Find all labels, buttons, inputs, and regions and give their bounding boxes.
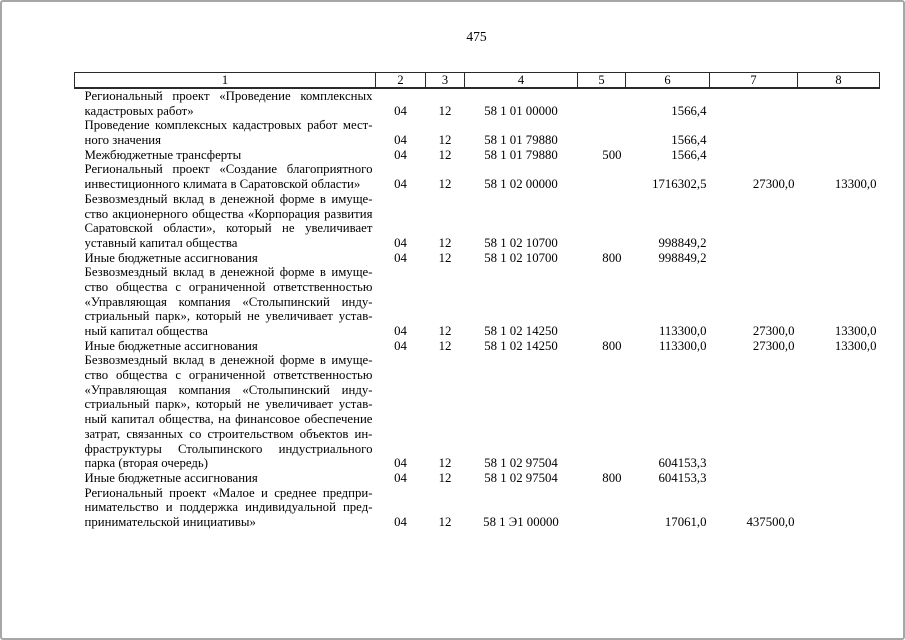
text-line: Региональный проект «Проведение комплексных xyxy=(84,89,373,103)
cell-col8: 13300,0 xyxy=(834,177,877,192)
cell-col4: 58 1 01 79880 xyxy=(484,133,558,148)
cell-col6: 1566,4 xyxy=(671,133,707,148)
text-line: ный капитал общества, на финансовое обеспечение xyxy=(84,412,373,427)
cell-name xyxy=(75,118,376,147)
cell-col2: 04 xyxy=(394,133,407,148)
cell-col8 xyxy=(798,486,880,530)
cell-col2: 04 xyxy=(394,177,407,192)
text-line: стриальный парк», который не увеличивает устав- xyxy=(84,397,373,412)
cell-col3: 12 xyxy=(438,147,452,162)
budget-table xyxy=(74,72,880,530)
cell-col7: 27300,0 xyxy=(752,324,795,339)
table-row xyxy=(75,339,880,354)
cell-col6: 1566,4 xyxy=(671,103,707,118)
cell-name xyxy=(75,148,376,163)
cell-col7: 27300,0 xyxy=(752,177,795,192)
table-row xyxy=(75,118,880,147)
cell-name xyxy=(75,251,376,266)
table-row xyxy=(75,471,880,486)
text-line: нимательство и поддержка индивидуальной пред- xyxy=(84,500,373,515)
text-line: стриальный парк», который не увеличивает устав- xyxy=(84,309,373,324)
cell-col7 xyxy=(710,118,798,147)
cell-col6: 1716302,5 xyxy=(652,177,707,192)
cell-col5: 800 xyxy=(602,250,622,265)
cell-col2: 04 xyxy=(394,514,407,529)
cell-col2: 04 xyxy=(394,456,407,471)
cell-col4: 58 1 01 79880 xyxy=(484,147,558,162)
cell-col7: 437500,0 xyxy=(746,514,795,529)
cell-col4: 58 1 02 97504 xyxy=(484,456,558,471)
cell-col7 xyxy=(710,192,798,251)
cell-col8: 13300,0 xyxy=(834,338,877,353)
cell-col5 xyxy=(578,88,626,118)
cell-col4: 58 1 02 14250 xyxy=(484,338,558,353)
text-line: парка (вторая очередь) xyxy=(84,456,209,471)
text-line: уставный капитал общества xyxy=(84,235,238,250)
text-line: Проведение комплексных кадастровых работ мест- xyxy=(84,118,373,133)
table-header-row xyxy=(75,73,880,89)
cell-name xyxy=(75,486,376,530)
cell-col2: 04 xyxy=(394,324,407,339)
cell-col6: 1566,4 xyxy=(671,147,707,162)
text-line: «Управляющая компания «Столыпинский инду- xyxy=(84,294,373,309)
cell-col3: 12 xyxy=(438,103,452,118)
column-header-6: 6 xyxy=(626,73,710,89)
cell-col4: 58 1 02 10700 xyxy=(484,235,558,250)
text-line: Региональный проект «Малое и среднее предпри- xyxy=(84,485,373,500)
cell-col5: 800 xyxy=(602,338,622,353)
cell-col8: 13300,0 xyxy=(834,324,877,339)
cell-col5 xyxy=(578,265,626,338)
cell-col5 xyxy=(578,192,626,251)
text-line: ство общества с ограниченной ответственностью xyxy=(84,279,373,294)
cell-col3: 12 xyxy=(438,456,452,471)
table-row xyxy=(75,353,880,471)
text-line: Иные бюджетные ассигнования xyxy=(84,250,258,265)
cell-col5 xyxy=(578,162,626,191)
cell-col2: 04 xyxy=(394,338,407,353)
cell-name xyxy=(75,88,376,118)
cell-col8 xyxy=(798,148,880,163)
cell-name xyxy=(75,265,376,338)
cell-col2: 04 xyxy=(394,103,407,118)
text-line: принимательской инициативы» xyxy=(84,515,256,529)
cell-col8 xyxy=(798,118,880,147)
cell-col3: 12 xyxy=(438,250,452,265)
cell-name xyxy=(75,192,376,251)
text-line: Иные бюджетные ассигнования xyxy=(84,338,258,353)
cell-col7: 27300,0 xyxy=(752,338,795,353)
cell-col8 xyxy=(798,192,880,251)
text-line: ный капитал общества xyxy=(84,324,208,339)
cell-col6: 17061,0 xyxy=(664,514,707,529)
text-line: Безвозмездный вклад в денежной форме в имуще- xyxy=(84,191,373,206)
column-header-3: 3 xyxy=(426,73,465,89)
text-line: Межбюджетные трансферты xyxy=(84,147,242,162)
text-line: Региональный проект «Создание благоприятного xyxy=(84,162,373,177)
cell-col7 xyxy=(710,148,798,163)
cell-col3: 12 xyxy=(438,177,452,192)
cell-col2: 04 xyxy=(394,470,407,485)
cell-col3: 12 xyxy=(438,133,452,148)
text-line: Иные бюджетные ассигнования xyxy=(84,470,258,485)
text-line: кадастровых работ» xyxy=(84,103,194,118)
cell-col7 xyxy=(710,471,798,486)
cell-col5 xyxy=(578,353,626,471)
cell-name xyxy=(75,162,376,191)
text-line: ство акционерного общества «Корпорация развития xyxy=(84,206,373,221)
cell-col6: 998849,2 xyxy=(658,235,707,250)
cell-col8 xyxy=(798,88,880,118)
text-line: инвестиционного климата в Саратовской области» xyxy=(84,177,361,192)
cell-col4: 58 1 02 00000 xyxy=(484,177,558,192)
cell-name xyxy=(75,353,376,471)
cell-col5 xyxy=(578,486,626,530)
page-number: 475 xyxy=(466,29,487,44)
cell-col2: 04 xyxy=(394,147,407,162)
cell-name xyxy=(75,471,376,486)
text-line: ство общества с ограниченной ответственностью xyxy=(84,368,373,383)
cell-col4: 58 1 02 14250 xyxy=(484,324,558,339)
cell-col6: 998849,2 xyxy=(658,250,707,265)
cell-col6: 113300,0 xyxy=(658,338,707,353)
cell-col3: 12 xyxy=(438,338,452,353)
cell-col6: 604153,3 xyxy=(658,470,707,485)
cell-col6: 113300,0 xyxy=(658,324,707,339)
cell-col8 xyxy=(798,353,880,471)
cell-col5: 800 xyxy=(602,470,622,485)
cell-col8 xyxy=(798,471,880,486)
table-row xyxy=(75,265,880,338)
cell-col2: 04 xyxy=(394,250,407,265)
table-row xyxy=(75,88,880,118)
cell-col5: 500 xyxy=(602,147,622,162)
text-line: Безвозмездный вклад в денежной форме в имуще- xyxy=(84,265,373,280)
text-line: Саратовской области», который не увеличивает xyxy=(84,221,373,236)
cell-col7 xyxy=(710,88,798,118)
text-line: «Управляющая компания «Столыпинский инду- xyxy=(84,382,373,397)
cell-name xyxy=(75,339,376,354)
column-header-4: 4 xyxy=(465,73,578,89)
text-line: фраструктуры Столыпинского индустриального xyxy=(84,441,373,456)
cell-col3: 12 xyxy=(438,235,452,250)
cell-col2: 04 xyxy=(394,235,407,250)
text-line: затрат, связанных со строительством объектов ин- xyxy=(84,426,373,441)
cell-col6: 604153,3 xyxy=(658,456,707,471)
table-row xyxy=(75,192,880,251)
column-header-1: 1 xyxy=(75,73,376,89)
table-row xyxy=(75,251,880,266)
column-header-2: 2 xyxy=(376,73,426,89)
cell-col4: 58 1 Э1 00000 xyxy=(483,514,559,529)
text-line: ного значения xyxy=(84,133,162,148)
column-header-7: 7 xyxy=(710,73,798,89)
table-row xyxy=(75,148,880,163)
column-header-8: 8 xyxy=(798,73,880,89)
cell-col7 xyxy=(710,353,798,471)
cell-col8 xyxy=(798,251,880,266)
cell-col4: 58 1 02 10700 xyxy=(484,250,558,265)
table-row xyxy=(75,162,880,191)
cell-col7 xyxy=(710,251,798,266)
cell-col3: 12 xyxy=(438,324,452,339)
cell-col4: 58 1 01 00000 xyxy=(484,103,558,118)
table-row xyxy=(75,486,880,530)
text-line: Безвозмездный вклад в денежной форме в имуще- xyxy=(84,353,373,368)
cell-col3: 12 xyxy=(438,470,452,485)
cell-col5 xyxy=(578,118,626,147)
cell-col3: 12 xyxy=(438,514,452,529)
cell-col4: 58 1 02 97504 xyxy=(484,470,558,485)
column-header-5: 5 xyxy=(578,73,626,89)
